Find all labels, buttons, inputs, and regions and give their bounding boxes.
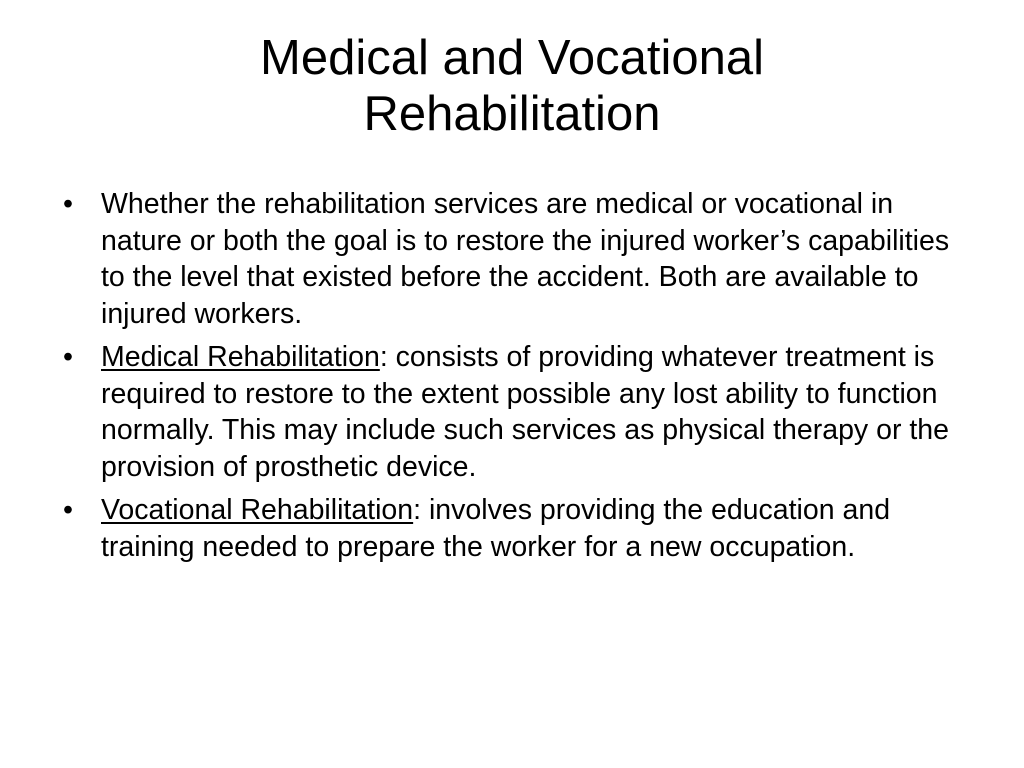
bullet-item-vocational-rehabilitation bbox=[58, 492, 958, 565]
bullet-item-medical-rehabilitation bbox=[58, 339, 958, 485]
bullet-icon: • bbox=[63, 341, 73, 373]
bullet-icon: • bbox=[63, 188, 73, 220]
bullet-text: : consists of providing whatever treatment is required to restore to the extent possible any lost ability to function normally. This may include such services as physical therapy or the provision of prosthetic device. bbox=[101, 341, 949, 483]
bullet-icon: • bbox=[63, 494, 73, 526]
bullet-text: : involves providing the education and training needed to prepare the worker for a new occupation. bbox=[101, 494, 891, 563]
bullet-text: Whether the rehabilitation services are medical or vocational in nature or both the goal is to restore the injured worker’s capabilities to the level that existed before the accident. Both are available to injured workers. bbox=[101, 188, 950, 330]
bullet-term: Vocational Rehabilitation bbox=[101, 494, 414, 526]
bullet-term: Medical Rehabilitation bbox=[101, 341, 380, 373]
title-line-2: Rehabilitation bbox=[363, 87, 661, 141]
slide-title bbox=[60, 30, 964, 142]
bullet-list bbox=[58, 186, 958, 572]
bullet-item-overview bbox=[58, 186, 958, 332]
title-line-1: Medical and Vocational bbox=[260, 31, 764, 85]
